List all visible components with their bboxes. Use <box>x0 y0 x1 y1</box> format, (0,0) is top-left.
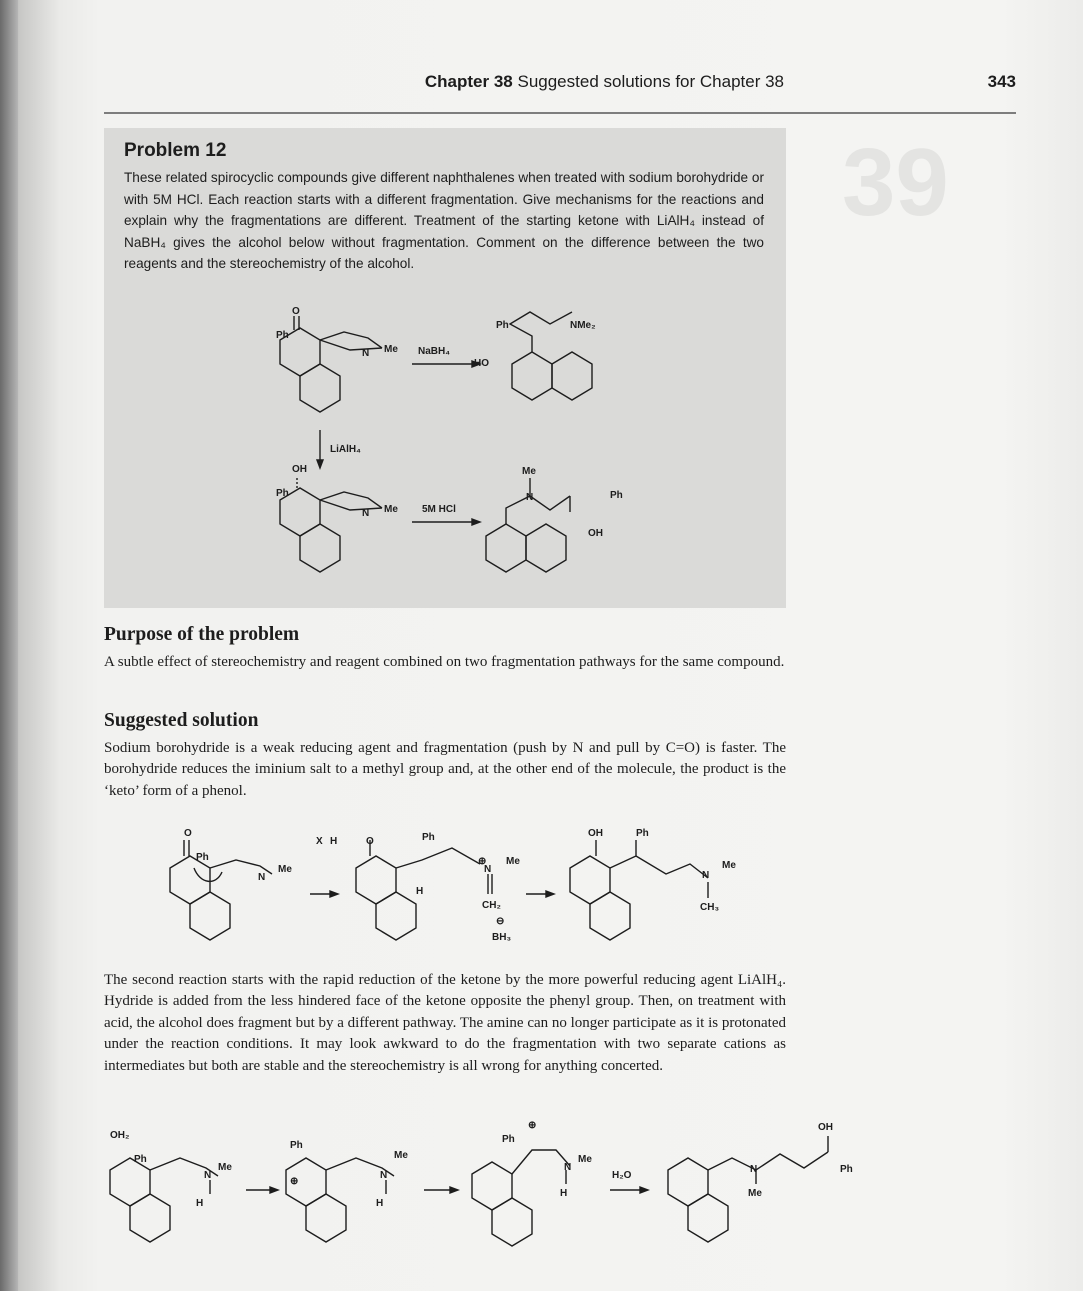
s1-o-label: O <box>292 306 300 317</box>
s3-ph-label: Ph <box>134 1154 147 1165</box>
chapter-title: Suggested solutions for Chapter 38 <box>517 72 784 91</box>
s2-n-label: N <box>258 872 266 883</box>
s2-arrowhead-2 <box>546 891 554 897</box>
s3-me-label-3: Me <box>578 1154 592 1165</box>
s3-arrowhead-1 <box>270 1187 278 1193</box>
header-rule <box>104 112 1016 114</box>
page-number: 343 <box>987 72 1016 91</box>
reagent-hcl: 5M HCl <box>422 504 456 515</box>
purpose-text: A subtle effect of stereochemistry and reagent combined on two fragmentation pathways for the same compound. <box>104 654 785 670</box>
s2-ch3-label: CH₃ <box>700 902 720 913</box>
spiro-alcohol-structure <box>280 476 382 572</box>
s2-o-label: O <box>184 828 192 839</box>
s3-ph-label-3: Ph <box>502 1134 515 1145</box>
s1-ph-label-2: Ph <box>496 320 509 331</box>
mech2-product-structure <box>570 840 708 940</box>
s3-me-label: Me <box>218 1162 232 1173</box>
s3-h2o-label: H₂O <box>612 1170 632 1181</box>
s3-me-label-2: Me <box>394 1150 408 1161</box>
s3-arrowhead-2 <box>450 1187 458 1193</box>
s2-oh-label: OH <box>588 828 603 839</box>
chapter-heading <box>425 72 784 92</box>
reagent-nabh4: NaBH₄ <box>418 346 450 357</box>
s1-nme2-label: NMe₂ <box>570 320 596 331</box>
show-through-chapter-number: 39 <box>842 129 949 236</box>
mech3-iminium-structure <box>472 1150 570 1246</box>
s1-n-label-2: N <box>362 508 370 519</box>
s2-me-label-2: Me <box>506 856 520 867</box>
s2-me-label: Me <box>278 864 292 875</box>
s3-h-label-2: H <box>376 1198 384 1209</box>
s1-n-label: N <box>362 348 370 359</box>
s2-plus-label: ⊕ <box>478 856 487 867</box>
arrowhead-hcl <box>472 519 480 525</box>
chapter-label: Chapter 38 <box>424 72 513 91</box>
s2-ph-label: Ph <box>196 852 209 863</box>
problem-reaction-scheme <box>250 300 630 590</box>
s3-ph-label-4: Ph <box>840 1164 853 1175</box>
s2-h-label-2: H <box>416 886 424 897</box>
s1-me-label-3: Me <box>522 466 536 477</box>
hcl-mechanism-scheme <box>100 1110 860 1260</box>
s3-plus-label: ⊕ <box>290 1176 299 1187</box>
spiro-ketone-structure <box>280 316 382 412</box>
s2-me-label-3: Me <box>722 860 736 871</box>
purpose-heading: Purpose of the problem <box>104 624 300 645</box>
s3-n-label-4: N <box>750 1164 758 1175</box>
s3-oh-label: OH <box>818 1122 833 1133</box>
s2-n-label-2: N <box>484 864 492 875</box>
s3-oh2-label: OH₂ <box>110 1130 130 1141</box>
s1-ho-label: HO <box>474 358 489 369</box>
s2-h-label: H <box>330 836 338 847</box>
nabh4-mechanism-scheme <box>160 808 780 958</box>
s1-ph-label-4: Ph <box>610 490 623 501</box>
s2-ch2-label: CH₂ <box>482 900 501 911</box>
s2-bh3-label: BH₃ <box>492 932 512 943</box>
s3-h-label: H <box>196 1198 204 1209</box>
s3-ph-label-2: Ph <box>290 1140 303 1151</box>
s2-o-label-2: O <box>366 836 374 847</box>
s2-arrowhead-1 <box>330 891 338 897</box>
s1-oh-label: OH <box>292 464 307 475</box>
mech2-start-structure <box>170 840 272 940</box>
solution-paragraph-2: The second reaction starts with the rapid reduction of the ketone by the more powerful reducing agent LiAlH₄. Hydride is added from the less hindered face of the ketone opposite the phenyl group. Then, on treatment with acid, the alcohol does fragment but by a different pathway. The amine can no longer participate as it is protonated under the reaction conditions. It may look awkward to do the fragmentation with two separate cations as intermediates but both are stable and the stereochemistry is all wrong for anything concerted. <box>104 972 786 1074</box>
solution-paragraph-1: Sodium borohydride is a weak reducing agent and fragmentation (push by N and pull by C=O) is faster. The borohydride reduces the iminium salt to a methyl group and, at the other end of the molecule, the product is the ‘keto’ form of a phenol. <box>104 740 786 799</box>
s2-minus-label: ⊖ <box>496 916 505 927</box>
s2-x-label: X <box>316 836 323 847</box>
arrowhead-lialh4 <box>317 460 323 468</box>
s1-ph-label: Ph <box>276 330 289 341</box>
s2-ph-label-3: Ph <box>636 828 649 839</box>
s1-oh-label-2: OH <box>588 528 603 539</box>
problem-title: Problem 12 <box>124 140 227 161</box>
book-spine-shadow <box>0 0 18 1291</box>
problem-text: These related spirocyclic compounds give different naphthalenes when treated with sodium borohydride or with 5M HCl. Each reaction starts with a different fragmentation. Give mechanisms for the reactions and explain why the fragmentations are different. Treatment of the starting ketone with LiAlH₄ instead of NaBH₄ gives the alcohol below without fragmentation. Comment on the difference between the two reagents and the stereochemistry of the alcohol. <box>124 170 764 271</box>
s3-n-label-3: N <box>564 1162 572 1173</box>
s1-me-label-2: Me <box>384 504 398 515</box>
s3-h-label-3: H <box>560 1188 568 1199</box>
solution-heading: Suggested solution <box>104 710 259 731</box>
s3-me-label-4: Me <box>748 1188 762 1199</box>
s2-ph-label-2: Ph <box>422 832 435 843</box>
s3-n-label: N <box>204 1170 212 1181</box>
s2-n-label-3: N <box>702 870 710 881</box>
s3-plus-label-2: ⊕ <box>528 1120 537 1131</box>
reagent-lialh4: LiAlH₄ <box>330 444 361 455</box>
s1-n-label-3: N <box>526 492 534 503</box>
s3-arrowhead-3 <box>640 1187 648 1193</box>
running-header <box>104 72 1016 98</box>
s3-n-label-2: N <box>380 1170 388 1181</box>
mech2-intermediate-structure <box>356 840 492 940</box>
s1-ph-label-3: Ph <box>276 488 289 499</box>
s1-me-label: Me <box>384 344 398 355</box>
